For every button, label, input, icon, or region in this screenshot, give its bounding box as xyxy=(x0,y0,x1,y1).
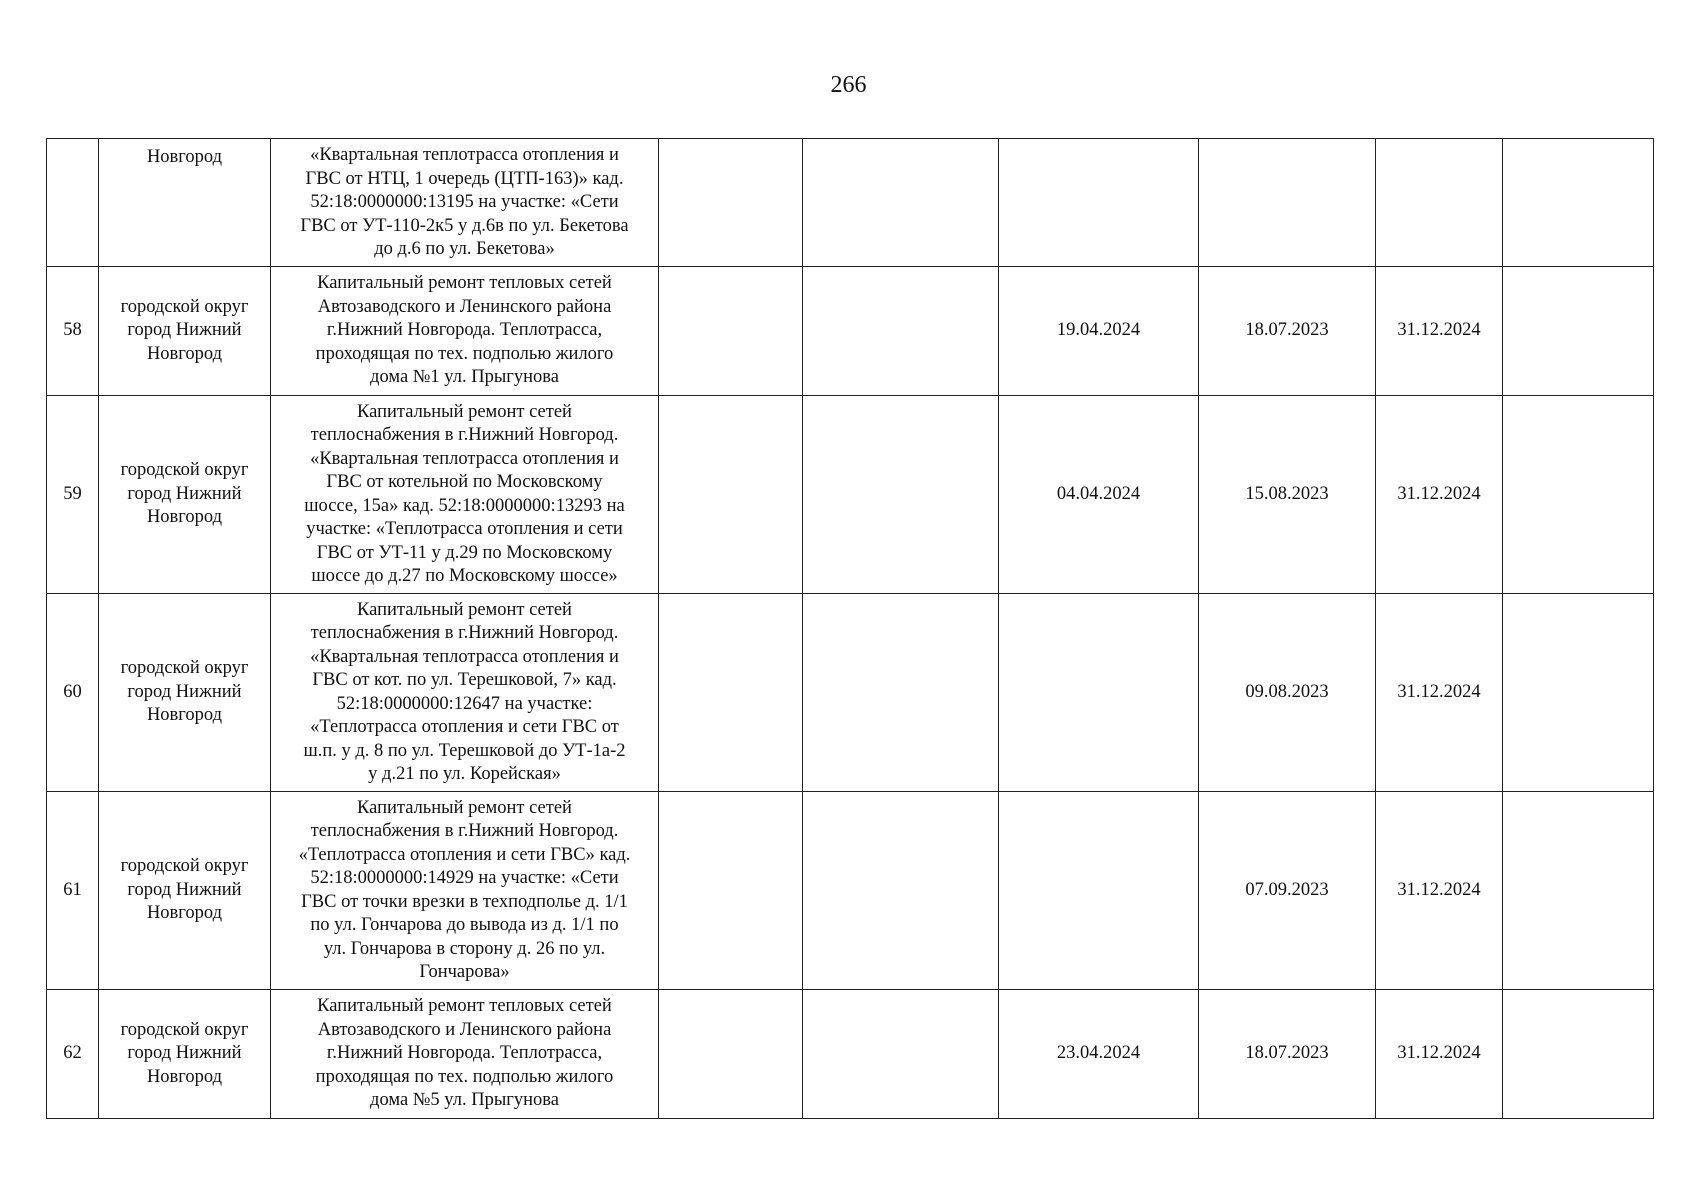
territory-line: город Нижний xyxy=(127,483,242,504)
date-cell: 18.07.2023 xyxy=(1199,267,1376,396)
table-row xyxy=(47,594,1654,792)
empty-cell xyxy=(659,267,803,396)
empty-cell xyxy=(1503,990,1654,1119)
territory-line: Новгород xyxy=(146,343,223,364)
territory-line: город Нижний xyxy=(127,320,242,341)
empty-cell xyxy=(803,594,999,792)
date-cell: 31.12.2024 xyxy=(1376,396,1503,594)
territory-line: Новгород xyxy=(146,147,223,167)
territory-line: Новгород xyxy=(146,705,223,726)
description-line: ГВС от УТ-110-2к5 у д.6в по ул. Бекетова xyxy=(300,215,629,236)
description-line: Капитальный ремонт тепловых сетей xyxy=(317,273,612,294)
description-cell xyxy=(271,396,659,594)
description-line: г.Нижний Новгорода. Теплотрасса, xyxy=(326,1043,603,1064)
description-line: Автозаводского и Ленинского района xyxy=(317,296,612,317)
territory-line: город Нижний xyxy=(127,879,242,900)
territory-line: Новгород xyxy=(146,903,223,924)
date-cell: 31.12.2024 xyxy=(1376,594,1503,792)
row-number-cell: 60 xyxy=(47,594,99,792)
territory-cell xyxy=(99,267,271,396)
description-cell xyxy=(271,139,659,267)
territory-line: городской округ xyxy=(120,460,249,481)
date-cell: 04.04.2024 xyxy=(999,396,1199,594)
description-line: теплоснабжения в г.Нижний Новгород. xyxy=(310,821,619,841)
empty-cell xyxy=(1503,594,1654,792)
description-line: проходящая по тех. подполью жилого xyxy=(315,1066,614,1087)
description-line: дома №5 ул. Прыгунова xyxy=(370,1090,559,1111)
date-cell: 31.12.2024 xyxy=(1376,792,1503,990)
description-line: «Теплотрасса отопления и сети ГВС» кад. xyxy=(298,844,631,865)
row-number-cell: 61 xyxy=(47,792,99,990)
empty-cell xyxy=(659,139,803,267)
description-line: ГВС от точки врезки в техподполье д. 1/1 xyxy=(301,891,628,912)
table-row xyxy=(47,792,1654,990)
description-line: г.Нижний Новгорода. Теплотрасса, xyxy=(326,320,603,341)
description-line: «Квартальная теплотрасса отопления и xyxy=(310,145,619,165)
empty-cell xyxy=(1503,396,1654,594)
description-line: ш.п. у д. 8 по ул. Терешковой до УТ-1а-2 xyxy=(303,740,626,761)
territory-line: Новгород xyxy=(146,1066,223,1087)
description-line: теплоснабжения в г.Нижний Новгород. xyxy=(310,425,619,445)
date-cell: 18.07.2023 xyxy=(1199,990,1376,1119)
table-row xyxy=(47,990,1654,1119)
empty-cell xyxy=(803,792,999,990)
date-cell: 07.09.2023 xyxy=(1199,792,1376,990)
page-number: 266 xyxy=(830,72,867,98)
description-line: Капитальный ремонт сетей xyxy=(357,401,572,422)
empty-cell xyxy=(803,990,999,1119)
table-row xyxy=(47,267,1654,396)
date-cell xyxy=(999,594,1199,792)
territory-line: городской округ xyxy=(120,658,249,679)
table-row xyxy=(47,139,1654,267)
description-line: у д.21 по ул. Корейская» xyxy=(368,764,561,784)
row-number-cell: 59 xyxy=(47,396,99,594)
row-number-cell xyxy=(47,139,99,267)
description-line: Капитальный ремонт сетей xyxy=(357,599,572,620)
description-line: по ул. Гончарова до вывода из д. 1/1 по xyxy=(310,915,619,935)
description-line: «Теплотрасса отопления и сети ГВС от xyxy=(310,717,619,737)
description-line: «Квартальная теплотрасса отопления и xyxy=(310,646,619,667)
empty-cell xyxy=(1503,139,1654,267)
description-line: ул. Гончарова в сторону д. 26 по ул. xyxy=(323,938,606,959)
date-cell: 23.04.2024 xyxy=(999,990,1199,1119)
territory-line: Новгород xyxy=(146,507,223,528)
territory-line: город Нижний xyxy=(127,681,242,702)
date-cell: 15.08.2023 xyxy=(1199,396,1376,594)
description-line: дома №1 ул. Прыгунова xyxy=(370,367,559,388)
description-line: ГВС от НТЦ, 1 очередь (ЦТП-163)» кад. xyxy=(305,168,624,189)
description-line: Капитальный ремонт тепловых сетей xyxy=(317,996,612,1017)
table-row xyxy=(47,396,1654,594)
date-cell: 09.08.2023 xyxy=(1199,594,1376,792)
empty-cell xyxy=(1503,792,1654,990)
territory-line: город Нижний xyxy=(127,1043,242,1064)
date-cell: 19.04.2024 xyxy=(999,267,1199,396)
empty-cell xyxy=(659,990,803,1119)
date-cell xyxy=(1376,139,1503,267)
empty-cell xyxy=(659,792,803,990)
territory-line: городской округ xyxy=(120,1019,249,1040)
date-cell: 31.12.2024 xyxy=(1376,267,1503,396)
description-line: шоссе до д.27 по Московскому шоссе» xyxy=(311,566,618,586)
description-cell xyxy=(271,594,659,792)
objects-table xyxy=(46,138,1654,1119)
description-line: 52:18:0000000:12647 на участке: xyxy=(336,693,593,714)
description-cell xyxy=(271,267,659,396)
description-line: ГВС от УТ-11 у д.29 по Московскому xyxy=(316,542,613,563)
description-cell xyxy=(271,792,659,990)
row-number-cell: 62 xyxy=(47,990,99,1119)
description-line: «Квартальная теплотрасса отопления и xyxy=(310,448,619,469)
empty-cell xyxy=(803,267,999,396)
empty-cell xyxy=(659,594,803,792)
territory-cell xyxy=(99,792,271,990)
description-line: Гончарова» xyxy=(419,962,510,982)
territory-line: городской округ xyxy=(120,856,249,877)
description-line: шоссе, 15а» кад. 52:18:0000000:13293 на xyxy=(304,495,625,516)
description-line: Капитальный ремонт сетей xyxy=(357,797,572,818)
date-cell: 31.12.2024 xyxy=(1376,990,1503,1119)
territory-cell xyxy=(99,139,271,267)
description-line: теплоснабжения в г.Нижний Новгород. xyxy=(310,623,619,643)
territory-cell xyxy=(99,396,271,594)
territory-cell xyxy=(99,594,271,792)
description-line: ГВС от кот. по ул. Терешковой, 7» кад. xyxy=(312,670,617,690)
description-line: до д.6 по ул. Бекетова» xyxy=(374,239,555,259)
date-cell xyxy=(999,792,1199,990)
empty-cell xyxy=(803,396,999,594)
description-cell xyxy=(271,990,659,1119)
date-cell xyxy=(999,139,1199,267)
date-cell xyxy=(1199,139,1376,267)
description-line: проходящая по тех. подполью жилого xyxy=(315,343,614,364)
description-line: 52:18:0000000:13195 на участке: «Сети xyxy=(310,192,619,212)
description-line: Автозаводского и Ленинского района xyxy=(317,1019,612,1040)
description-line: 52:18:0000000:14929 на участке: «Сети xyxy=(310,868,619,888)
description-line: участке: «Теплотрасса отопления и сети xyxy=(306,519,623,539)
row-number-cell: 58 xyxy=(47,267,99,396)
empty-cell xyxy=(803,139,999,267)
territory-line: городской округ xyxy=(120,296,249,317)
description-line: ГВС от котельной по Московскому xyxy=(326,472,603,492)
empty-cell xyxy=(1503,267,1654,396)
empty-cell xyxy=(659,396,803,594)
territory-cell xyxy=(99,990,271,1119)
